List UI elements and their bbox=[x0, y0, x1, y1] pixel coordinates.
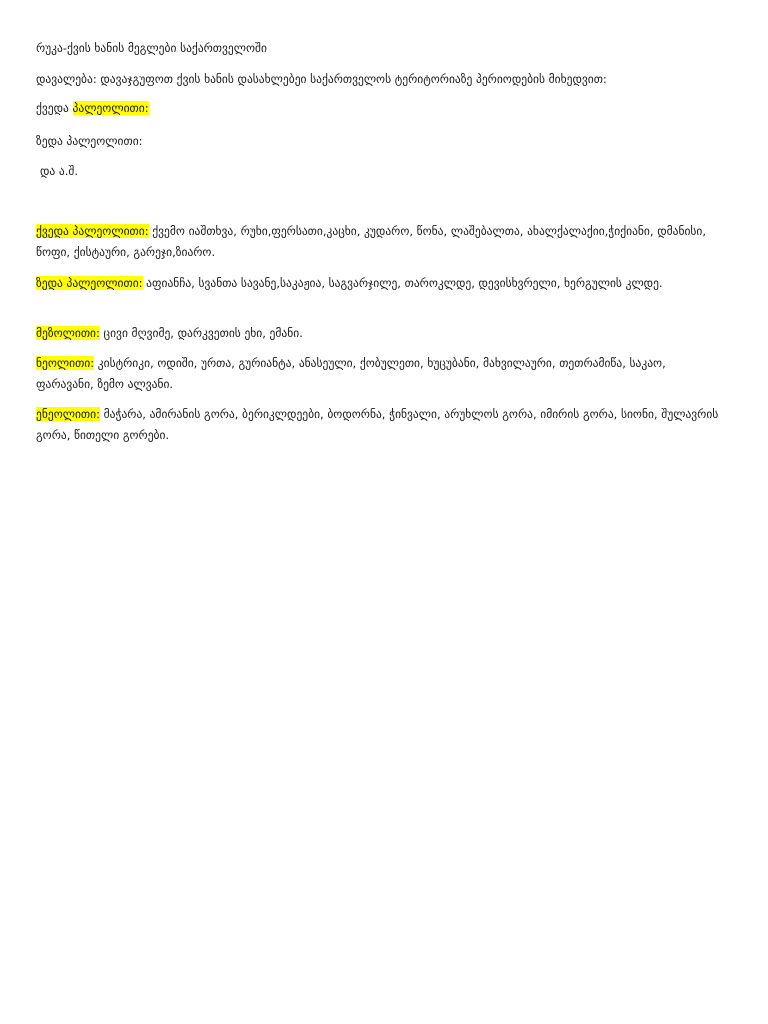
section-sites: ცივი მღვიმე, დარკვეთის ეხი, ემანი. bbox=[99, 326, 303, 340]
template-etc: და ა.შ. bbox=[40, 164, 79, 178]
section-eneolithic bbox=[36, 404, 726, 445]
section-upper-paleolithic bbox=[36, 273, 726, 294]
section-label: ენეოლითი: bbox=[36, 407, 100, 421]
section-label: ზედა პალეოლითი: bbox=[36, 276, 143, 290]
section-label: მეზოლითი: bbox=[36, 326, 100, 340]
section-label: ნეოლითი: bbox=[36, 356, 95, 370]
section-mesolithic bbox=[36, 323, 726, 344]
template-lower-prefix: ქვედა bbox=[36, 101, 73, 115]
section-sites: ქვემო იაშთხვა, რუხი,ფერსათი,კაცხი, კუდარო, წონა, ლაშებალთა, ახალქალაქიი,ჭიქიანი, დმანისი, წოფი, ქისტაური, გარეჯი,ზიარო. bbox=[36, 224, 707, 259]
document-title: რუკა-ქვის ხანის მეგლები საქართველოში bbox=[36, 41, 267, 55]
template-lower-paleolithic bbox=[36, 98, 149, 118]
template-upper-paleolithic: ზედა პალეოლითი: bbox=[36, 134, 143, 148]
template-lower-highlight: პალეოლითი: bbox=[72, 101, 149, 115]
section-label: ქვედა პალეოლითი: bbox=[36, 224, 149, 238]
section-sites: მაჭარა, ამირანის გორა, ბერიკლდეები, ბოდორნა, ჭინვალი, არუხლოს გორა, იმირის გორა, სიონი, შულავრის გორა, წითელი გორები. bbox=[36, 407, 719, 442]
section-sites: კისტრიკი, ოდიში, ურთა, გურიანტა, ანასეული, ქობულეთი, ხუცუბანი, მახვილაური, თეთრამიწა, საკაო, ფარავანი, ზემო ალვანი. bbox=[36, 356, 666, 391]
task-statement: დავალება: დავაჯგუფოთ ქვის ხანის დასახლებეი საქართველოს ტერიტორიაზე პერიოდების მიხედვით: bbox=[36, 72, 607, 86]
section-neolithic bbox=[36, 353, 726, 394]
section-lower-paleolithic bbox=[36, 221, 726, 262]
section-sites: აფიანჩა, სვანთა სავანე,საკაჟია, საგვარჯილე, თაროკლდე, დევისხვრელი, ხერგულის კლდე. bbox=[142, 276, 663, 290]
